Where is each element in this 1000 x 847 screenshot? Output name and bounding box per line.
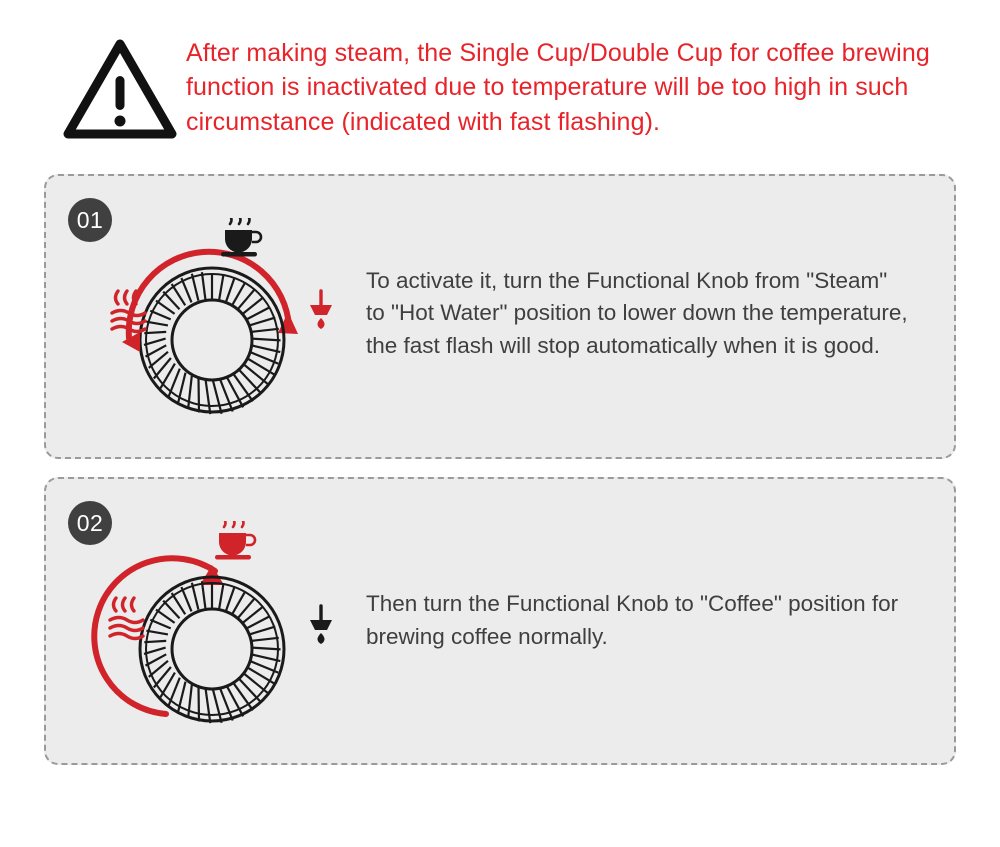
step-description: Then turn the Functional Knob to "Coffee" position for brewing coffee normally. <box>366 591 899 649</box>
step-panel-2 <box>44 477 956 765</box>
step-number-badge: 02 <box>68 501 112 545</box>
warning-triangle-icon <box>60 34 180 144</box>
step-text-area-1 <box>366 176 954 457</box>
step-number-badge: 01 <box>68 198 112 242</box>
steam-icon <box>106 595 148 643</box>
knob-illustration-1 <box>46 176 366 457</box>
coffee-cup-icon <box>218 218 264 262</box>
hot-water-icon <box>304 603 338 647</box>
warning-banner <box>0 0 1000 144</box>
step-text-area-2 <box>366 479 954 763</box>
step-panel-1 <box>44 174 956 459</box>
hot-water-icon <box>304 288 338 332</box>
step-description: To activate it, turn the Functional Knob from "Steam" to "Hot Water" position to lower down the temperature, the fast flash will stop automatically when it is good. <box>366 267 908 358</box>
coffee-cup-icon <box>212 521 258 565</box>
warning-text: After making steam, the Single Cup/Double Cup for coffee brewing function is inactivated due to temperature will be too high in such circumstance (indicated with fast flashing). <box>186 39 930 136</box>
knob-illustration-2 <box>46 479 366 763</box>
steam-icon <box>108 288 150 336</box>
